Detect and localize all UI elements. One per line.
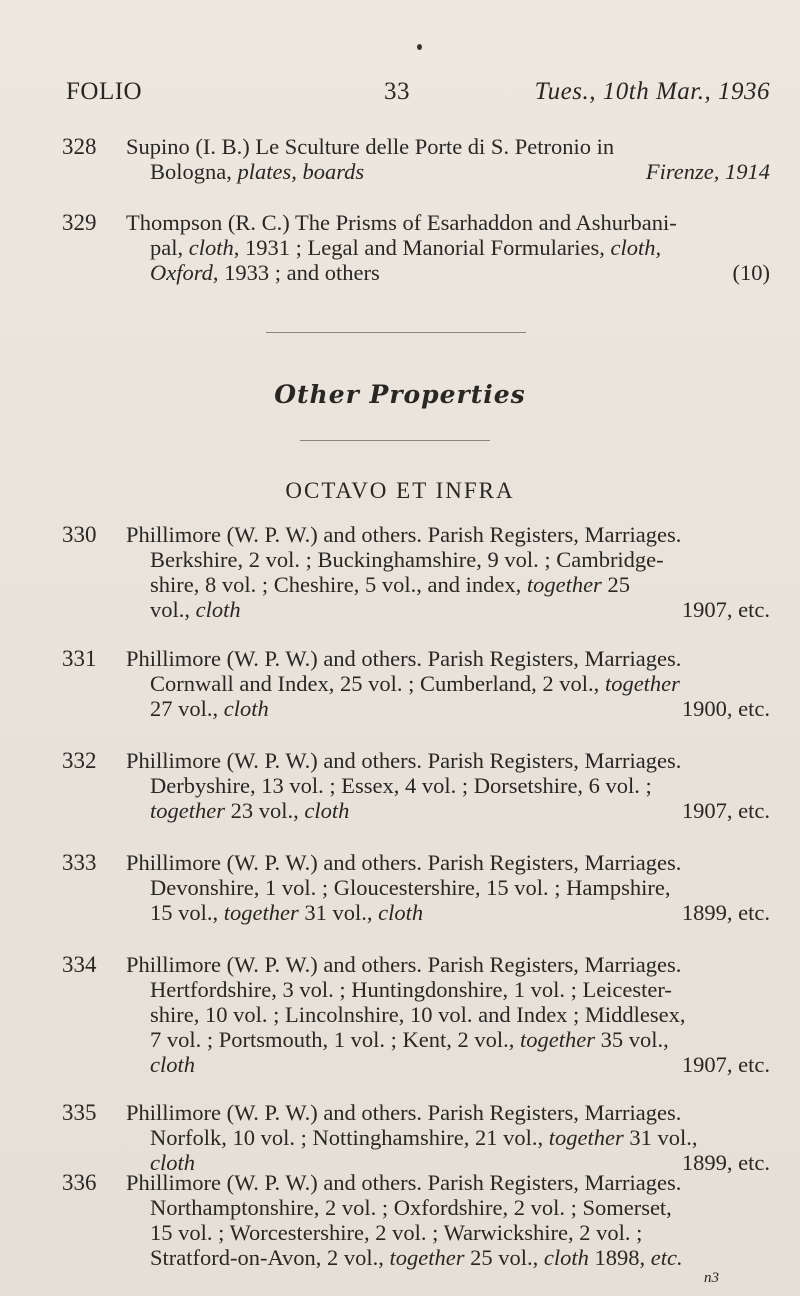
lot-line: Hertfordshire, 3 vol. ; Huntingdonshire, 1 vol. ; Leicester- — [150, 977, 672, 1002]
lot-text: vol., — [150, 597, 196, 622]
lot-number: 332 — [62, 748, 97, 773]
lot-line: Phillimore (W. P. W.) and others. Parish Registers, Marriages. — [126, 850, 682, 875]
lot-line — [126, 1027, 770, 1052]
lot-number: 330 — [62, 522, 97, 547]
lot-description — [126, 134, 770, 184]
lot-line: Phillimore (W. P. W.) and others. Parish Registers, Marriages. — [126, 1170, 682, 1195]
lot-text: 31 vol., — [298, 900, 379, 925]
lot-line — [126, 260, 770, 285]
lot-together: together — [150, 798, 225, 823]
lot-text: 7 vol. ; Portsmouth, 1 vol. ; Kent, 2 vol., — [150, 1027, 521, 1052]
lot-imprint: 1907, etc. — [681, 597, 770, 622]
lot-line — [126, 1245, 770, 1270]
lot-text: 25 vol., — [464, 1245, 544, 1270]
lot-binding: cloth — [150, 1150, 195, 1175]
lot-line: Supino (I. B.) Le Sculture delle Porte di S. Petronio in — [126, 134, 615, 159]
lot-number: 331 — [62, 646, 97, 671]
lot-line — [126, 572, 770, 597]
lot-text: , 1933 ; and others — [212, 260, 380, 285]
lot-binding: plates, boards — [237, 159, 365, 184]
lot-text: 35 vol., — [595, 1027, 669, 1052]
lot-imprint: 1900, etc. — [681, 696, 770, 721]
header-folio: FOLIO — [66, 78, 143, 105]
lot-binding: cloth — [543, 1245, 589, 1270]
lot-together: together — [223, 900, 299, 925]
lot-imprint: 1899, etc. — [681, 1150, 770, 1175]
lot-line: Phillimore (W. P. W.) and others. Parish Registers, Marriages. — [126, 952, 682, 977]
lot-line — [126, 235, 770, 260]
lot-binding: cloth, — [610, 235, 662, 260]
lot-binding: cloth — [150, 1052, 195, 1077]
lot-number: 328 — [62, 134, 97, 159]
lot-imprint: 1907, etc. — [681, 798, 770, 823]
lot-binding: cloth — [188, 235, 234, 260]
lot-line: Berkshire, 2 vol. ; Buckinghamshire, 9 vol. ; Cambridge- — [150, 547, 664, 572]
lot-together: together — [520, 1027, 595, 1052]
lot-together: together — [526, 572, 602, 597]
lot-number: 333 — [62, 850, 97, 875]
section-rule-bottom — [300, 440, 490, 441]
lot-text: 15 vol., — [150, 900, 224, 925]
lot-text: Cornwall and Index, 25 vol. ; Cumberland, 2 vol., — [150, 671, 605, 696]
lot-line: Phillimore (W. P. W.) and others. Parish Registers, Marriages. — [126, 748, 682, 773]
lot-line: Northamptonshire, 2 vol. ; Oxfordshire, 2 vol. ; Somerset, — [150, 1195, 672, 1220]
lot-line — [126, 900, 770, 925]
lot-line — [126, 1052, 770, 1077]
lot-text: Stratford-on-Avon, 2 vol., — [150, 1245, 390, 1270]
lot-line: Phillimore (W. P. W.) and others. Parish Registers, Marriages. — [126, 522, 682, 547]
lot-text: , 1931 ; Legal and Manorial Formularies, — [233, 235, 611, 260]
lot-text: 31 vol., — [623, 1125, 698, 1150]
lot-binding: cloth — [223, 696, 269, 721]
lot-description — [126, 646, 770, 721]
lot-number: 329 — [62, 210, 97, 235]
lot-line — [126, 159, 770, 184]
lot-line: Phillimore (W. P. W.) and others. Parish Registers, Marriages. — [126, 646, 682, 671]
section-title: Other Properties — [274, 380, 526, 409]
lot-line — [126, 671, 770, 696]
lot-together: together — [548, 1125, 624, 1150]
lot-imprint: 1907, etc. — [681, 1052, 770, 1077]
lot-text: shire, 8 vol. ; Cheshire, 5 vol., and index, — [150, 572, 527, 597]
lot-line: Thompson (R. C.) The Prisms of Esarhaddon and Ashurbani- — [126, 210, 677, 235]
lot-text: pal, — [150, 235, 189, 260]
lot-description — [126, 952, 770, 1077]
lot-description — [126, 210, 770, 285]
lot-text: 1898, — [588, 1245, 651, 1270]
lot-line: Phillimore (W. P. W.) and others. Parish Registers, Marriages. — [126, 1100, 682, 1125]
lot-description — [126, 1170, 770, 1270]
lot-line — [126, 1125, 770, 1150]
lot-line — [126, 597, 770, 622]
lot-text: Bologna, — [150, 159, 238, 184]
lot-description — [126, 748, 770, 823]
lot-binding: cloth — [195, 597, 241, 622]
lot-line — [126, 798, 770, 823]
lot-binding: cloth — [304, 798, 350, 823]
header-page-number: 33 — [384, 78, 410, 105]
lot-description — [126, 850, 770, 925]
lot-place: Oxford — [150, 260, 213, 285]
running-header — [66, 78, 770, 112]
lot-line — [126, 696, 770, 721]
lot-count: (10) — [732, 260, 770, 285]
lot-number: 334 — [62, 952, 97, 977]
header-sale-date: Tues., 10th Mar., 1936 — [534, 78, 770, 105]
lot-imprint: Firenze, 1914 — [645, 159, 770, 184]
lot-line: Devonshire, 1 vol. ; Gloucestershire, 15 vol. ; Hampshire, — [150, 875, 671, 900]
lot-description — [126, 522, 770, 622]
lot-number: 335 — [62, 1100, 97, 1125]
lot-number: 336 — [62, 1170, 97, 1195]
lot-line: Derbyshire, 13 vol. ; Essex, 4 vol. ; Dorsetshire, 6 vol. ; — [150, 773, 652, 798]
lot-description — [126, 1100, 770, 1175]
lot-binding: cloth — [378, 900, 424, 925]
lot-together: together — [604, 671, 680, 696]
signature-mark: n3 — [704, 1270, 719, 1286]
lot-imprint: 1899, etc. — [681, 900, 770, 925]
lot-together: together — [389, 1245, 465, 1270]
lot-line: 15 vol. ; Worcestershire, 2 vol. ; Warwickshire, 2 vol. ; — [150, 1220, 643, 1245]
lot-line: shire, 10 vol. ; Lincolnshire, 10 vol. and Index ; Middlesex, — [150, 1002, 686, 1027]
ink-speck — [417, 44, 422, 50]
section-subtitle: OCTAVO ET INFRA — [285, 478, 515, 503]
lot-text: 25 — [601, 572, 630, 597]
lot-etc: etc. — [650, 1245, 683, 1270]
lot-text: Norfolk, 10 vol. ; Nottinghamshire, 21 vol., — [150, 1125, 549, 1150]
lot-text: 27 vol., — [150, 696, 224, 721]
section-rule-top — [266, 332, 526, 333]
lot-text: 23 vol., — [224, 798, 305, 823]
